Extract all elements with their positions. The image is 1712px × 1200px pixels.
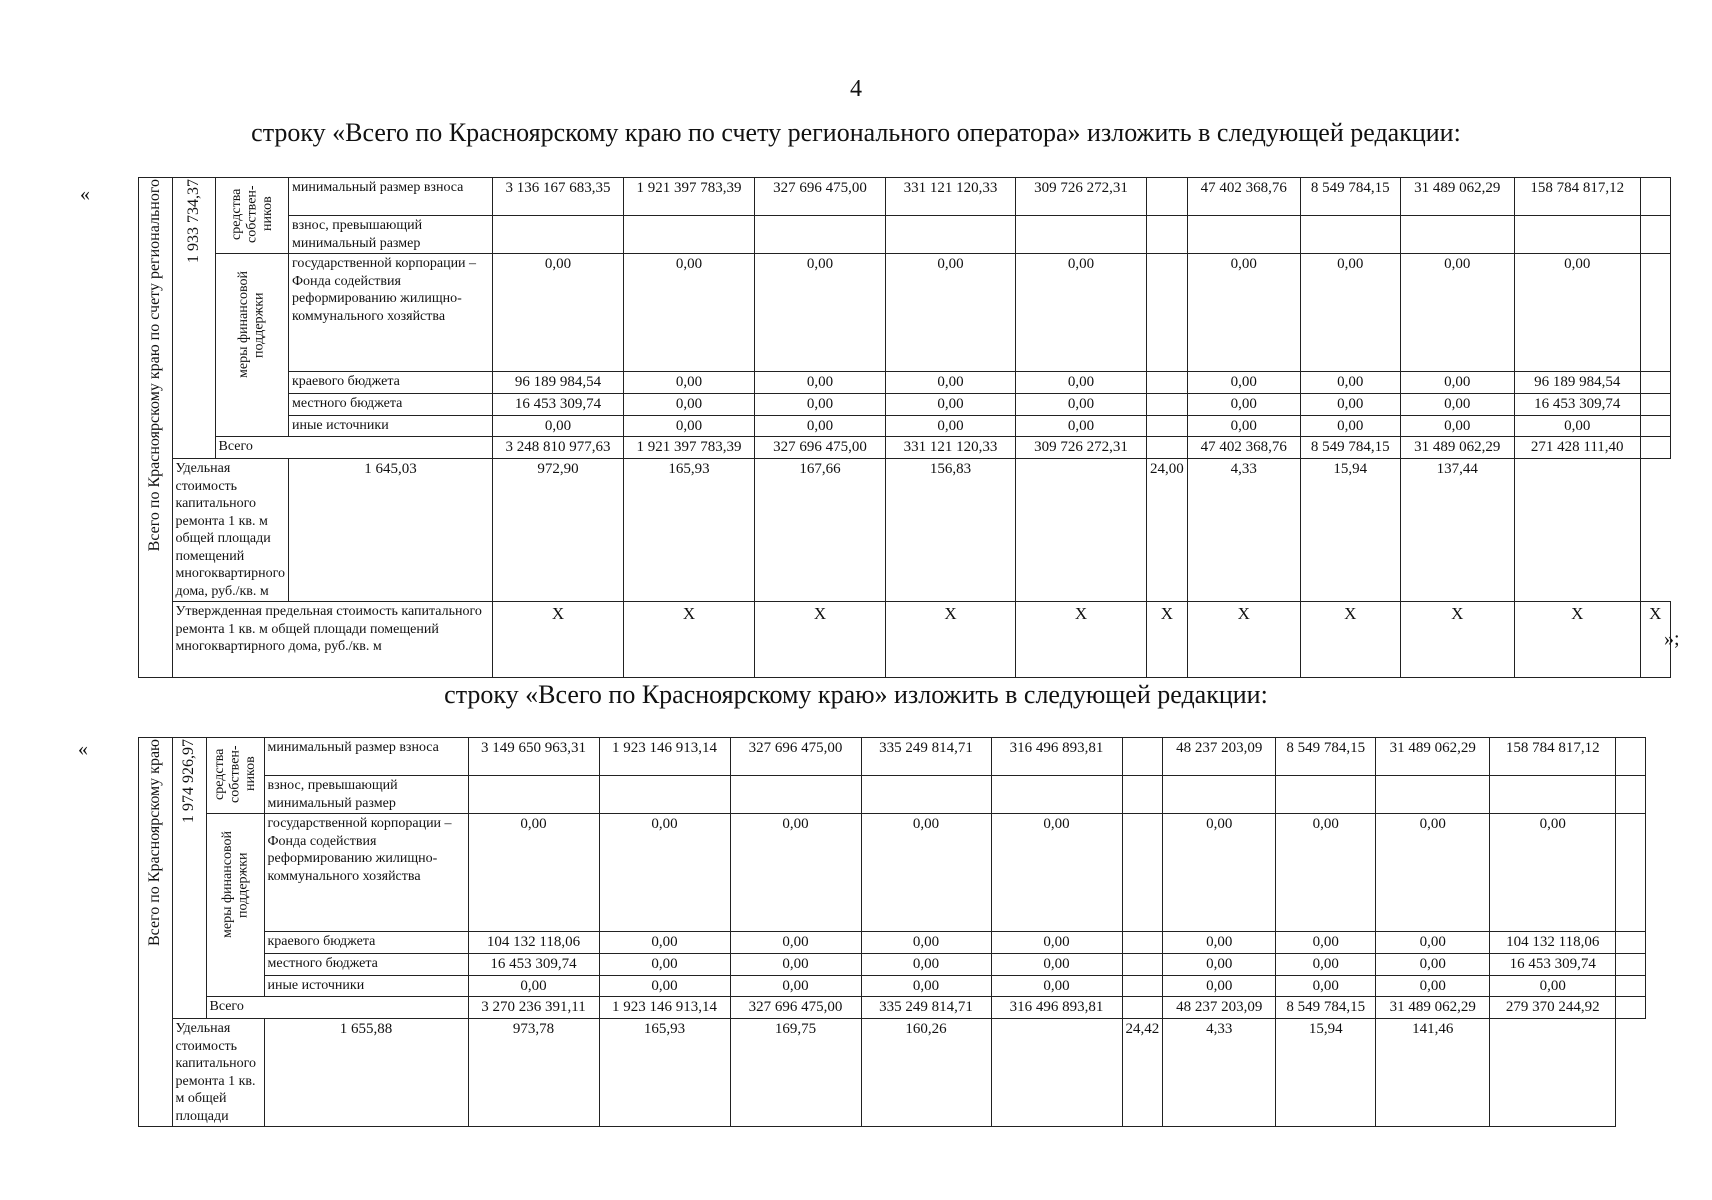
row-fund bbox=[102, 814, 1646, 932]
cell-limit_cost-3: X bbox=[755, 602, 886, 678]
cell-local-1: 16 453 309,74 bbox=[468, 953, 599, 975]
cell-regional-7: 0,00 bbox=[1163, 932, 1276, 954]
row-title: Всего по Красноярскому краю bbox=[146, 739, 163, 946]
cell-local-2: 0,00 bbox=[599, 953, 730, 975]
group-support: меры финансовой поддержки bbox=[236, 271, 267, 379]
cell-total-7: 48 237 203,09 bbox=[1163, 997, 1276, 1019]
cell-limit_cost-9: X bbox=[1400, 602, 1514, 678]
cell-local-11 bbox=[1640, 393, 1670, 415]
row-min_contribution bbox=[102, 738, 1646, 776]
cell-fund-1: 0,00 bbox=[493, 254, 624, 372]
cell-fund-7: 0,00 bbox=[1187, 254, 1300, 372]
cell-local-5: 0,00 bbox=[1016, 393, 1147, 415]
cell-total-10: 271 428 111,40 bbox=[1514, 437, 1640, 459]
cell-total-3: 327 696 475,00 bbox=[755, 437, 886, 459]
total-area-cell bbox=[172, 178, 215, 459]
row-total bbox=[102, 997, 1646, 1019]
cell-min_contribution-7: 48 237 203,09 bbox=[1163, 738, 1276, 776]
cell-over_min-7 bbox=[1163, 776, 1276, 814]
cell-min_contribution-8: 8 549 784,15 bbox=[1300, 178, 1400, 216]
cell-total-6 bbox=[1122, 997, 1163, 1019]
cell-fund-5: 0,00 bbox=[1016, 254, 1147, 372]
cell-fund-1: 0,00 bbox=[468, 814, 599, 932]
total-area: 1 974 926,97 bbox=[180, 739, 197, 823]
cell-total-3: 327 696 475,00 bbox=[730, 997, 861, 1019]
cell-over_min-10 bbox=[1514, 216, 1640, 254]
cell-total-4: 335 249 814,71 bbox=[861, 997, 991, 1019]
row-limit_cost bbox=[102, 602, 1670, 678]
row-other bbox=[102, 415, 1670, 437]
cell-local-7: 0,00 bbox=[1163, 953, 1276, 975]
cell-over_min-6 bbox=[1122, 776, 1163, 814]
row-label-min_contribution: минимальный размер взноса bbox=[289, 178, 493, 216]
row-label-total: Всего bbox=[206, 997, 468, 1019]
cell-over_min-11 bbox=[1640, 216, 1670, 254]
cell-local-4: 0,00 bbox=[861, 953, 991, 975]
cell-limit_cost-6: X bbox=[1147, 602, 1188, 678]
cell-local-1: 16 453 309,74 bbox=[493, 393, 624, 415]
cell-regional-10: 96 189 984,54 bbox=[1514, 372, 1640, 394]
cell-total-8: 8 549 784,15 bbox=[1276, 997, 1376, 1019]
cell-local-5: 0,00 bbox=[991, 953, 1122, 975]
cell-regional-2: 0,00 bbox=[624, 372, 755, 394]
cell-local-3: 0,00 bbox=[730, 953, 861, 975]
cell-fund-9: 0,00 bbox=[1376, 814, 1490, 932]
cell-limit_cost-11: X bbox=[1640, 602, 1670, 678]
cell-total-9: 31 489 062,29 bbox=[1400, 437, 1514, 459]
cell-over_min-3 bbox=[755, 216, 886, 254]
cell-other-5: 0,00 bbox=[1016, 415, 1147, 437]
cell-other-1: 0,00 bbox=[493, 415, 624, 437]
cell-regional-3: 0,00 bbox=[730, 932, 861, 954]
cell-other-1: 0,00 bbox=[468, 975, 599, 997]
cell-other-7: 0,00 bbox=[1187, 415, 1300, 437]
row-local bbox=[102, 393, 1670, 415]
cell-fund-10: 0,00 bbox=[1490, 814, 1616, 932]
cell-regional-11 bbox=[1640, 372, 1670, 394]
cell-fund-4: 0,00 bbox=[886, 254, 1016, 372]
cell-over_min-8 bbox=[1300, 216, 1400, 254]
section2-table bbox=[102, 737, 1646, 1127]
cell-local-2: 0,00 bbox=[624, 393, 755, 415]
cell-min_contribution-2: 1 923 146 913,14 bbox=[599, 738, 730, 776]
cell-over_min-9 bbox=[1376, 776, 1490, 814]
cell-other-4: 0,00 bbox=[861, 975, 991, 997]
cell-limit_cost-5: X bbox=[1016, 602, 1147, 678]
cell-over_min-1 bbox=[493, 216, 624, 254]
page-number: 4 bbox=[850, 76, 862, 102]
cell-total-6 bbox=[1147, 437, 1188, 459]
row-label-local: местного бюджета bbox=[264, 953, 468, 975]
row-label-limit_cost: Утвержденная предельная стоимость капитального ремонта 1 кв. м общей площади помещений многоквартирного дома, руб./кв. м bbox=[172, 602, 493, 678]
cell-over_min-6 bbox=[1147, 216, 1188, 254]
total-area: 1 933 734,37 bbox=[184, 179, 202, 263]
cell-local-7: 0,00 bbox=[1187, 393, 1300, 415]
cell-regional-5: 0,00 bbox=[991, 932, 1122, 954]
cell-other-5: 0,00 bbox=[991, 975, 1122, 997]
cell-over_min-4 bbox=[861, 776, 991, 814]
row-label-unit_cost: Удельная стоимость капитального ремонта 1 кв. м общей площади bbox=[172, 1019, 264, 1127]
cell-local-10: 16 453 309,74 bbox=[1490, 953, 1616, 975]
cell-total-11 bbox=[1640, 437, 1670, 459]
cell-over_min-8 bbox=[1276, 776, 1376, 814]
row-label-local: местного бюджета bbox=[289, 393, 493, 415]
cell-min_contribution-8: 8 549 784,15 bbox=[1276, 738, 1376, 776]
cell-fund-3: 0,00 bbox=[730, 814, 861, 932]
row-over_min bbox=[102, 776, 1646, 814]
cell-regional-8: 0,00 bbox=[1300, 372, 1400, 394]
cell-other-9: 0,00 bbox=[1400, 415, 1514, 437]
cell-local-9: 0,00 bbox=[1376, 953, 1490, 975]
row-label-unit_cost: Удельная стоимость капитального ремонта 1 кв. м общей площади помещений многоквартирного дома, руб./кв. м bbox=[172, 459, 289, 602]
cell-regional-4: 0,00 bbox=[886, 372, 1016, 394]
row-unit_cost bbox=[102, 1019, 1646, 1127]
cell-min_contribution-9: 31 489 062,29 bbox=[1376, 738, 1490, 776]
cell-min_contribution-10: 158 784 817,12 bbox=[1514, 178, 1640, 216]
cell-over_min-1 bbox=[468, 776, 599, 814]
group-support: меры финансовой поддержки bbox=[219, 831, 250, 939]
row-title: Всего по Красноярскому краю по счету регионального bbox=[146, 179, 163, 552]
cell-unit_cost-2: 972,90 bbox=[493, 459, 624, 602]
group-owners-cell bbox=[215, 178, 288, 254]
cell-local-9: 0,00 bbox=[1400, 393, 1514, 415]
cell-fund-5: 0,00 bbox=[991, 814, 1122, 932]
row-label-total: Всего bbox=[215, 437, 492, 459]
row-local bbox=[102, 953, 1646, 975]
cell-fund-10: 0,00 bbox=[1514, 254, 1640, 372]
cell-limit_cost-4: X bbox=[886, 602, 1016, 678]
cell-total-1: 3 248 810 977,63 bbox=[493, 437, 624, 459]
cell-unit_cost-4: 169,75 bbox=[730, 1019, 861, 1127]
cell-local-10: 16 453 309,74 bbox=[1514, 393, 1640, 415]
cell-local-8: 0,00 bbox=[1276, 953, 1376, 975]
cell-other-2: 0,00 bbox=[624, 415, 755, 437]
cell-total-5: 316 496 893,81 bbox=[991, 997, 1122, 1019]
cell-limit_cost-2: X bbox=[624, 602, 755, 678]
section1-close-quote: »; bbox=[1664, 628, 1680, 650]
row-label-fund: государственной корпорации – Фонда содействия реформированию жилищно-коммунального хозяйства bbox=[289, 254, 493, 372]
cell-total-5: 309 726 272,31 bbox=[1016, 437, 1147, 459]
cell-regional-7: 0,00 bbox=[1187, 372, 1300, 394]
cell-fund-2: 0,00 bbox=[599, 814, 730, 932]
row-label-over_min: взнос, превышающий минимальный размер bbox=[289, 216, 493, 254]
cell-min_contribution-3: 327 696 475,00 bbox=[730, 738, 861, 776]
cell-unit_cost-6 bbox=[991, 1019, 1122, 1127]
cell-regional-11 bbox=[1616, 932, 1646, 954]
row-label-other: иные источники bbox=[264, 975, 468, 997]
cell-unit_cost-1: 1 645,03 bbox=[289, 459, 493, 602]
row-fund bbox=[102, 254, 1670, 372]
section1-open-quote: « bbox=[80, 183, 90, 205]
cell-limit_cost-1: X bbox=[493, 602, 624, 678]
cell-unit_cost-5: 160,26 bbox=[861, 1019, 991, 1127]
cell-regional-1: 96 189 984,54 bbox=[493, 372, 624, 394]
cell-other-7: 0,00 bbox=[1163, 975, 1276, 997]
row-min_contribution bbox=[102, 178, 1670, 216]
cell-min_contribution-5: 309 726 272,31 bbox=[1016, 178, 1147, 216]
row-label-min_contribution: минимальный размер взноса bbox=[264, 738, 468, 776]
total-area-cell bbox=[172, 738, 206, 1019]
cell-min_contribution-6 bbox=[1122, 738, 1163, 776]
cell-over_min-10 bbox=[1490, 776, 1616, 814]
row-other bbox=[102, 975, 1646, 997]
cell-limit_cost-8: X bbox=[1300, 602, 1400, 678]
cell-over_min-2 bbox=[624, 216, 755, 254]
cell-local-11 bbox=[1616, 953, 1646, 975]
cell-min_contribution-1: 3 149 650 963,31 bbox=[468, 738, 599, 776]
cell-local-4: 0,00 bbox=[886, 393, 1016, 415]
row-regional bbox=[102, 372, 1670, 394]
cell-unit_cost-11 bbox=[1514, 459, 1640, 602]
cell-regional-4: 0,00 bbox=[861, 932, 991, 954]
cell-min_contribution-5: 316 496 893,81 bbox=[991, 738, 1122, 776]
cell-min_contribution-6 bbox=[1147, 178, 1188, 216]
cell-fund-9: 0,00 bbox=[1400, 254, 1514, 372]
row-label-fund: государственной корпорации – Фонда содействия реформированию жилищно-коммунального хозяйства bbox=[264, 814, 468, 932]
cell-min_contribution-7: 47 402 368,76 bbox=[1187, 178, 1300, 216]
group-owners: средства собствен- ников bbox=[228, 185, 275, 243]
cell-unit_cost-2: 973,78 bbox=[468, 1019, 599, 1127]
cell-other-6 bbox=[1122, 975, 1163, 997]
cell-total-4: 331 121 120,33 bbox=[886, 437, 1016, 459]
cell-min_contribution-3: 327 696 475,00 bbox=[755, 178, 886, 216]
cell-over_min-5 bbox=[1016, 216, 1147, 254]
cell-min_contribution-10: 158 784 817,12 bbox=[1490, 738, 1616, 776]
cell-other-9: 0,00 bbox=[1376, 975, 1490, 997]
cell-limit_cost-10: X bbox=[1514, 602, 1640, 678]
cell-over_min-5 bbox=[991, 776, 1122, 814]
cell-unit_cost-10: 141,46 bbox=[1376, 1019, 1490, 1127]
row-label-over_min: взнос, превышающий минимальный размер bbox=[264, 776, 468, 814]
cell-min_contribution-11 bbox=[1616, 738, 1646, 776]
cell-other-8: 0,00 bbox=[1300, 415, 1400, 437]
cell-other-10: 0,00 bbox=[1514, 415, 1640, 437]
cell-min_contribution-2: 1 921 397 783,39 bbox=[624, 178, 755, 216]
cell-fund-8: 0,00 bbox=[1276, 814, 1376, 932]
cell-local-6 bbox=[1122, 953, 1163, 975]
cell-unit_cost-7: 24,42 bbox=[1122, 1019, 1163, 1127]
cell-total-9: 31 489 062,29 bbox=[1376, 997, 1490, 1019]
cell-regional-8: 0,00 bbox=[1276, 932, 1376, 954]
cell-other-11 bbox=[1640, 415, 1670, 437]
cell-unit_cost-7: 24,00 bbox=[1147, 459, 1188, 602]
cell-over_min-7 bbox=[1187, 216, 1300, 254]
cell-fund-4: 0,00 bbox=[861, 814, 991, 932]
cell-other-6 bbox=[1147, 415, 1188, 437]
cell-unit_cost-1: 1 655,88 bbox=[264, 1019, 468, 1127]
row-label-regional: краевого бюджета bbox=[264, 932, 468, 954]
cell-regional-1: 104 132 118,06 bbox=[468, 932, 599, 954]
row-over_min bbox=[102, 216, 1670, 254]
cell-fund-2: 0,00 bbox=[624, 254, 755, 372]
cell-unit_cost-5: 156,83 bbox=[886, 459, 1016, 602]
cell-other-4: 0,00 bbox=[886, 415, 1016, 437]
cell-regional-2: 0,00 bbox=[599, 932, 730, 954]
cell-fund-11 bbox=[1616, 814, 1646, 932]
cell-other-11 bbox=[1616, 975, 1646, 997]
cell-over_min-2 bbox=[599, 776, 730, 814]
group-support-cell bbox=[215, 254, 288, 437]
cell-local-3: 0,00 bbox=[755, 393, 886, 415]
cell-local-6 bbox=[1147, 393, 1188, 415]
cell-other-10: 0,00 bbox=[1490, 975, 1616, 997]
row-title-cell bbox=[138, 738, 172, 1127]
quote-spacer bbox=[102, 178, 138, 678]
cell-other-3: 0,00 bbox=[730, 975, 861, 997]
cell-unit_cost-8: 4,33 bbox=[1187, 459, 1300, 602]
cell-other-2: 0,00 bbox=[599, 975, 730, 997]
cell-total-2: 1 923 146 913,14 bbox=[599, 997, 730, 1019]
cell-fund-7: 0,00 bbox=[1163, 814, 1276, 932]
cell-over_min-9 bbox=[1400, 216, 1514, 254]
cell-unit_cost-9: 15,94 bbox=[1276, 1019, 1376, 1127]
cell-unit_cost-11 bbox=[1490, 1019, 1616, 1127]
cell-other-8: 0,00 bbox=[1276, 975, 1376, 997]
cell-regional-6 bbox=[1147, 372, 1188, 394]
row-title-cell bbox=[138, 178, 172, 678]
cell-min_contribution-4: 331 121 120,33 bbox=[886, 178, 1016, 216]
cell-over_min-3 bbox=[730, 776, 861, 814]
section1-table bbox=[102, 177, 1671, 678]
cell-fund-3: 0,00 bbox=[755, 254, 886, 372]
cell-total-8: 8 549 784,15 bbox=[1300, 437, 1400, 459]
cell-fund-6 bbox=[1147, 254, 1188, 372]
cell-fund-6 bbox=[1122, 814, 1163, 932]
cell-unit_cost-8: 4,33 bbox=[1163, 1019, 1276, 1127]
cell-regional-9: 0,00 bbox=[1376, 932, 1490, 954]
row-unit_cost bbox=[102, 459, 1670, 602]
row-label-other: иные источники bbox=[289, 415, 493, 437]
cell-total-11 bbox=[1616, 997, 1646, 1019]
row-total bbox=[102, 437, 1670, 459]
cell-over_min-4 bbox=[886, 216, 1016, 254]
group-owners-cell bbox=[206, 738, 264, 814]
cell-unit_cost-4: 167,66 bbox=[755, 459, 886, 602]
cell-min_contribution-9: 31 489 062,29 bbox=[1400, 178, 1514, 216]
group-support-cell bbox=[206, 814, 264, 997]
cell-regional-10: 104 132 118,06 bbox=[1490, 932, 1616, 954]
cell-min_contribution-11 bbox=[1640, 178, 1670, 216]
section2-heading: строку «Всего по Красноярскому краю» изложить в следующей редакции: bbox=[444, 680, 1268, 709]
cell-unit_cost-3: 165,93 bbox=[624, 459, 755, 602]
row-regional bbox=[102, 932, 1646, 954]
cell-total-7: 47 402 368,76 bbox=[1187, 437, 1300, 459]
section2-open-quote: « bbox=[78, 738, 88, 760]
quote-spacer bbox=[102, 738, 138, 1127]
cell-min_contribution-1: 3 136 167 683,35 bbox=[493, 178, 624, 216]
cell-fund-11 bbox=[1640, 254, 1670, 372]
cell-regional-3: 0,00 bbox=[755, 372, 886, 394]
cell-unit_cost-9: 15,94 bbox=[1300, 459, 1400, 602]
cell-unit_cost-6 bbox=[1016, 459, 1147, 602]
cell-unit_cost-10: 137,44 bbox=[1400, 459, 1514, 602]
section1-heading: строку «Всего по Красноярскому краю по счету регионального оператора» изложить в следующей редакции: bbox=[251, 118, 1461, 147]
cell-over_min-11 bbox=[1616, 776, 1646, 814]
row-label-regional: краевого бюджета bbox=[289, 372, 493, 394]
cell-total-2: 1 921 397 783,39 bbox=[624, 437, 755, 459]
cell-unit_cost-3: 165,93 bbox=[599, 1019, 730, 1127]
group-owners: средства собствен- ников bbox=[211, 745, 258, 803]
cell-fund-8: 0,00 bbox=[1300, 254, 1400, 372]
cell-total-10: 279 370 244,92 bbox=[1490, 997, 1616, 1019]
cell-limit_cost-7: X bbox=[1187, 602, 1300, 678]
cell-total-1: 3 270 236 391,11 bbox=[468, 997, 599, 1019]
cell-regional-5: 0,00 bbox=[1016, 372, 1147, 394]
cell-local-8: 0,00 bbox=[1300, 393, 1400, 415]
cell-other-3: 0,00 bbox=[755, 415, 886, 437]
cell-regional-6 bbox=[1122, 932, 1163, 954]
cell-min_contribution-4: 335 249 814,71 bbox=[861, 738, 991, 776]
cell-regional-9: 0,00 bbox=[1400, 372, 1514, 394]
